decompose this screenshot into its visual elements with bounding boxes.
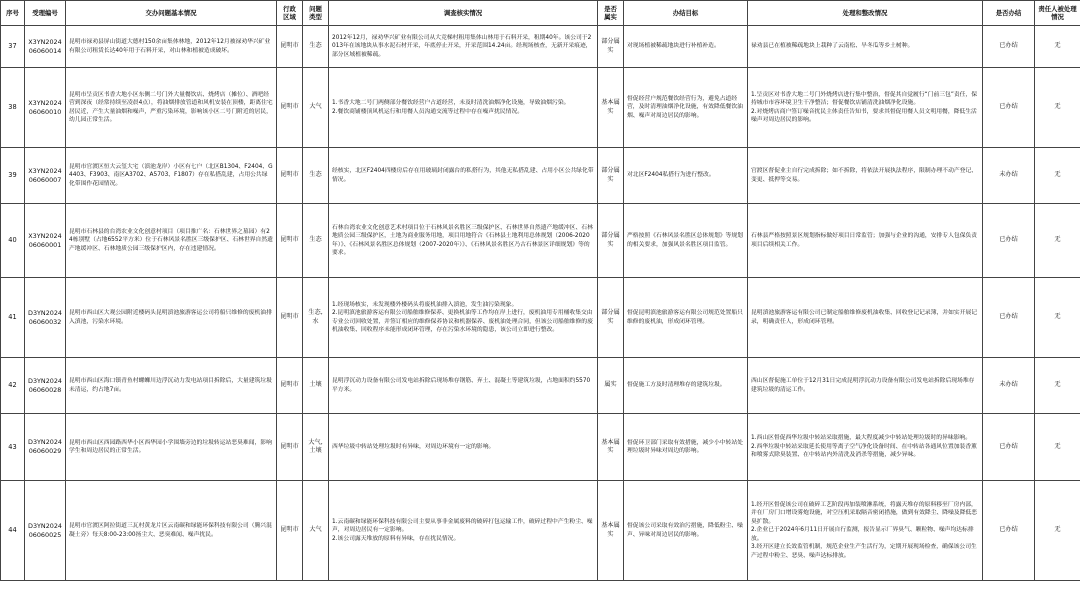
- row-rectification: 西山区督促施工单位于12月31日完成昆明浮沉动力设备有限公司发电站拆除后现场堆存建筑垃圾的清运工作。: [748, 358, 983, 414]
- row-no: 43: [1, 414, 25, 481]
- row-goal: 督促该公司采取有效治污措施，降低粉尘、噪声、异味对周边居民的影响。: [624, 481, 748, 581]
- row-status: 已办结: [983, 204, 1035, 278]
- row-goal: 对北区F2404私搭行为进行整改。: [624, 148, 748, 204]
- row-truth: 基本属实: [598, 481, 624, 581]
- header-row: [1, 1, 1080, 26]
- table-row: [1, 148, 1080, 204]
- row-rectification: 昆明滇池旅游客运有限公司已制定船舶维修废机油收集、回收登记记录簿，并如实开展记录，明确责任人，形成闭环管理。: [748, 278, 983, 358]
- row-truth: 属实: [598, 358, 624, 414]
- header-no: 序号: [1, 1, 25, 26]
- header-accountability: 责任人被处理情况: [1035, 1, 1080, 26]
- row-problem: 昆明市官渡区阿拉街道三瓦村黄龙片区云南碳和绿能环保科技有限公司（腾兴混凝土旁）每天8:00-23:00扬尘大、恶臭难闻、噪声扰民。: [66, 481, 277, 581]
- table-row: [1, 278, 1080, 358]
- row-truth: 基本属实: [598, 414, 624, 481]
- header-status: 是否办结: [983, 1, 1035, 26]
- row-status: 已办结: [983, 26, 1035, 68]
- row-rectification: 1.经开区督促该公司在破碎工艺阶段再加装喷淋系统，将露天堆存的原料移至厂房内部，并在厂房门口增设雾炮设施，对空压机采取隔音密闭措施，做到有效降尘、降噪及降低恶臭扩散。 2.企业已于2024年6月11日开展自行监测，报告显示厂界臭气、颗粒物、噪声均达标排放。 3.经开区建立长效监管机制，规范企业生产生活行为，定期开展现场检查，确保该公司生产过程中粉尘、恶臭、噪声达标排放。: [748, 481, 983, 581]
- row-rectification: 1.西山区督促西华垃圾中转站采取措施，最大程度减少中转站处理垃圾时的异味影响。 2.西华垃圾中转站采取延长使用等离子空气净化设备时间、在中转站各通风位置加装香薰和喷雾式除臭装置、在中转站内外清洗及消杀等措施，减少异味。: [748, 414, 983, 481]
- row-investigation: 经核实，北区F2404四楼房后存在用玻璃封闭露台的私搭行为，其他无私搭乱建、占用小区公共绿化带情况。: [329, 148, 598, 204]
- row-district: 昆明市: [277, 68, 303, 148]
- row-code: D3YN2024 06060032: [25, 278, 66, 358]
- row-type: 大气: [303, 68, 329, 148]
- row-accountability: 无: [1035, 278, 1080, 358]
- row-code: X3YN2024 06060007: [25, 148, 66, 204]
- row-investigation: 昆明浮沉动力设备有限公司发电站拆除后现场堆存钢筋、弃土、混凝土等建筑垃圾，占地面积约5570平方米。: [329, 358, 598, 414]
- row-investigation: 1.经现场核实，未发现楼外楼码头将废机油排入滇池，发生油污染现象。 2.昆明滇池旅游客运有限公司船舶维修保养、更换机油等工作均在岸上进行，废机油用专用桶收集交由专业公司回收处置，并签订相应的维修保养协议和机器保养、废机油处理合同，但该公司船舶维修的废机油收集、回收程序未能形成闭环管理，存在污染水环境的隐患，该公司立即进行整改。: [329, 278, 598, 358]
- row-truth: 部分属实: [598, 26, 624, 68]
- row-no: 38: [1, 68, 25, 148]
- row-investigation: 石林台湾农业文化创意艺术村项目位于石林风景名胜区三级保护区、石林世界自然遗产地缓冲区、石林地质公园三级保护区，土地为商业服务用地，项目用地符合《石林县土地利用总体规划（2006-2020年）》、《石林风景名胜区总体规划（2007-2020年）》、《石林风景名胜区乃古石林景区详细规划》等的要求。: [329, 204, 598, 278]
- row-code: D3YN2024 06060028: [25, 358, 66, 414]
- row-code: D3YN2024 06060025: [25, 481, 66, 581]
- row-status: 未办结: [983, 358, 1035, 414]
- row-code: X3YN2024 06060001: [25, 204, 66, 278]
- row-no: 44: [1, 481, 25, 581]
- row-goal: 督促施工方及时清理堆存的建筑垃圾。: [624, 358, 748, 414]
- row-status: 未办结: [983, 148, 1035, 204]
- table-row: [1, 414, 1080, 481]
- table-row: [1, 204, 1080, 278]
- row-goal: 督促经营户规范餐饮经营行为，避免占道经营，及时清理油烟净化设施，有效降低餐饮油烟、噪声对周边居民的影响。: [624, 68, 748, 148]
- header-truth: 是否属实: [598, 1, 624, 26]
- row-goal: 督促环卫部门采取有效措施，减少小中转站处理垃圾时异味对周边的影响。: [624, 414, 748, 481]
- header-problem: 交办问题基本情况: [66, 1, 277, 26]
- table-row: [1, 481, 1080, 581]
- row-truth: 部分属实: [598, 148, 624, 204]
- header-code: 受理编号: [25, 1, 66, 26]
- row-problem: 昆明市西山区海口镇青鱼村螺蛳川边浮沉动力发电站项目拆除后，大量建筑垃圾未清运，约占地7亩。: [66, 358, 277, 414]
- row-truth: 部分属实: [598, 204, 624, 278]
- row-code: X3YN2024 06060010: [25, 68, 66, 148]
- row-goal: 对现场植被稀疏地块进行补植补造。: [624, 26, 748, 68]
- row-goal: 督促昆明滇池旅游客运有限公司规范处置船只维修的废机油，形成闭环管理。: [624, 278, 748, 358]
- row-status: 已办结: [983, 68, 1035, 148]
- row-accountability: 无: [1035, 26, 1080, 68]
- row-rectification: 石林县严格按照景区规划指标做好项目日常监管；加强与企业的沟通，安排专人包保负责项目后续相关工作。: [748, 204, 983, 278]
- row-goal: 严格按照《石林风景名胜区总体规划》等规划的相关要求，加强风景名胜区项目监管。: [624, 204, 748, 278]
- row-district: 昆明市: [277, 414, 303, 481]
- header-district: 行政区域: [277, 1, 303, 26]
- row-accountability: 无: [1035, 204, 1080, 278]
- row-problem: 昆明市西山区大观公园附近楼码头昆明滇池旅游客运公司将船只维修的废机油排入滇池，污染水环境。: [66, 278, 277, 358]
- row-problem: 昆明市石林县的台湾农业文化创意村项目（项目推广名：石林世界之墓园）有24栋别墅（占地6552平方米）位于石林风景名胜区三级保护区、石林世界自然遗产地缓冲区、石林地质公园三级保护区内，存在违建情况。: [66, 204, 277, 278]
- row-problem: 昆明市官渡区恒大云玺大宅（滇池龙岸）小区有七户（北区B1304、F2404、G4403、F3903、南区A3702、A5703、F1807）存在私搭乱建，占用公共绿化带围作花园情况。: [66, 148, 277, 204]
- table-row: [1, 26, 1080, 68]
- row-type: 生态: [303, 26, 329, 68]
- row-truth: 基本属实: [598, 68, 624, 148]
- row-investigation: 2012年12月，禄劝华兴矿业有限公司从大竞梯村租用集体山林用于石料开采，租期40年。该公司于2013年在该地块从事水泥石材开采，年底停止开采，开采范围14.24亩。经现场核查，无新开采痕迹，部分区域植被稀疏。: [329, 26, 598, 68]
- row-no: 37: [1, 26, 25, 68]
- row-no: 40: [1, 204, 25, 278]
- row-code: D3YN2024 06060029: [25, 414, 66, 481]
- row-problem: 昆明市呈贡区书香大地小区东侧二号门外大量餐饮店、烧烤店（摊位）、酒吧经营到深夜（经常持续至凌晨4点），将油烟排放管道和风机安装在顶楼，距离住宅居民近，产生大量油烟和噪声，严重污染环境，影响该小区二号门附近的居民，幼儿园正常生活。: [66, 68, 277, 148]
- row-status: 已办结: [983, 481, 1035, 581]
- row-district: 昆明市: [277, 148, 303, 204]
- row-district: 昆明市: [277, 278, 303, 358]
- row-accountability: 无: [1035, 414, 1080, 481]
- row-district: 昆明市: [277, 26, 303, 68]
- row-district: 昆明市: [277, 204, 303, 278]
- header-type: 问题类型: [303, 1, 329, 26]
- row-code: X3YN2024 06060014: [25, 26, 66, 68]
- row-truth: 部分属实: [598, 278, 624, 358]
- row-rectification: 1.呈贡区对书香大地二号门外烧烤店进行集中整治，督促其自觉履行“门前三包”责任，保持城市市容环境卫生干净整洁；督促餐饮店铺清洗油烟净化设施。 2.对烧烤店商户签订噪音扰民主体责任告知书，要求其督促用餐人员文明用餐，降低生活噪声对周边居民的影响。: [748, 68, 983, 148]
- header-goal: 办结目标: [624, 1, 748, 26]
- row-type: 生态: [303, 148, 329, 204]
- row-no: 41: [1, 278, 25, 358]
- row-district: 昆明市: [277, 481, 303, 581]
- row-district: 昆明市: [277, 358, 303, 414]
- table-row: [1, 358, 1080, 414]
- row-accountability: 无: [1035, 481, 1080, 581]
- row-type: 大气: [303, 481, 329, 581]
- row-status: 已办结: [983, 414, 1035, 481]
- row-type: 生态: [303, 204, 329, 278]
- row-type: 生态,水: [303, 278, 329, 358]
- row-accountability: 无: [1035, 358, 1080, 414]
- row-accountability: 无: [1035, 148, 1080, 204]
- row-type: 大气,土壤: [303, 414, 329, 481]
- table-row: [1, 68, 1080, 148]
- row-no: 39: [1, 148, 25, 204]
- row-rectification: 禄劝县已在植被稀疏地块上栽种了云南松、旱冬瓜等乡土树种。: [748, 26, 983, 68]
- header-rectification: 处理和整改情况: [748, 1, 983, 26]
- row-investigation: 西华垃圾中转站处理垃圾时有异味，对周边环境有一定的影响。: [329, 414, 598, 481]
- row-problem: 昆明市禄劝县屏山街道大德村150余亩集体林地，2012年12月被禄劝华兴矿业有限公司租赁长达40年用于石料开采，对山林和植被造成破坏。: [66, 26, 277, 68]
- row-problem: 昆明市西山区西园路西华小区西华园小学围墙旁边的垃圾转运站恶臭难闻，影响学生和周边居民的正常生活。: [66, 414, 277, 481]
- row-no: 42: [1, 358, 25, 414]
- row-accountability: 无: [1035, 68, 1080, 148]
- row-type: 土壤: [303, 358, 329, 414]
- row-investigation: 1.云南碳和绿能环保科技有限公司主要从事非金属废料的破碎打包运输工作，破碎过程中产生粉尘、噪声，对周边居民有一定影响。 2.该公司露天堆放的原料有异味，存在扰民情况。: [329, 481, 598, 581]
- header-investigation: 调查核实情况: [329, 1, 598, 26]
- row-rectification: 官渡区督促业主自行完成拆除；如不拆除，将依法开展执法程序，限制办理不动产登记、变更、抵押等交易。: [748, 148, 983, 204]
- row-investigation: 1.书香大地二号门两侧部分餐饮经营户占道经营，未及时清洗油烟净化设施，导致油烟污染。 2.餐饮商铺楼顶风机运行和用餐人员沟通交流等过程中存在噪声扰民情况。: [329, 68, 598, 148]
- row-status: 已办结: [983, 278, 1035, 358]
